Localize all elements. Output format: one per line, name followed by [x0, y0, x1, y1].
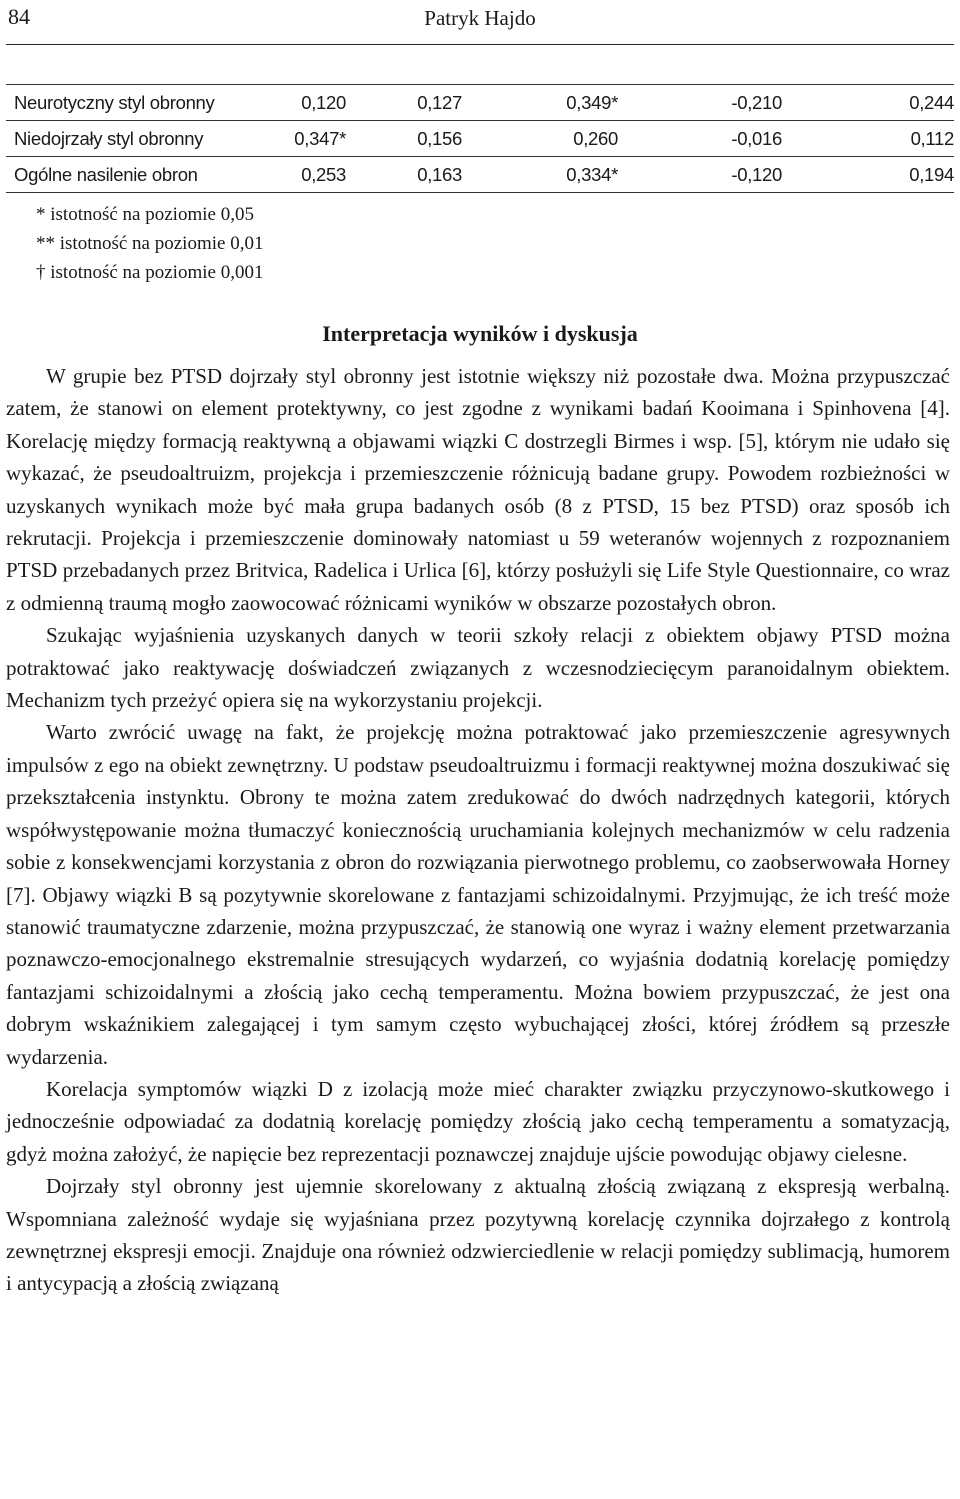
table-cell: 0,244 — [782, 85, 954, 121]
row-label: Niedojrzały styl obronny — [6, 121, 264, 157]
table-row — [6, 85, 954, 121]
table-row — [6, 121, 954, 157]
significance-notes — [36, 200, 263, 287]
paragraph: Korelacja symptomów wiązki D z izolacją może mieć charakter związku przyczynowo-skutkowego i jednocześnie odpowiadać za dodatnią korelację pomiędzy złością jako cechą temperamentu a somatyzacją, gdyż można założyć, że napięcie bez reprezentacji poznawczej znajduje ujście powodując objawy cielesne. — [6, 1076, 950, 1166]
body-text — [6, 360, 950, 1300]
table-cell: 0,253 — [264, 157, 346, 193]
row-label: Neurotyczny styl obronny — [6, 85, 264, 121]
table-cell: -0,120 — [618, 157, 782, 193]
correlation-table — [6, 84, 954, 193]
paragraph: W grupie bez PTSD dojrzały styl obronny jest istotnie większy niż pozostałe dwa. Można przypuszczać zatem, że stanowi on element protektywny, co jest zgodne z wynikami badań Kooimana i Spinhovena [4]. Korelację między formacją reaktywną a objawami wiązki C dostrzegli Birmes i wsp. [5], którym nie udało się wykazać, że pseudoaltruizm, projekcja i przemieszczenie różnicują badane grupy. Powodem rozbieżności w uzyskanych wynikach może być mała grupa badanych osób (8 z PTSD, 15 bez PTSD) oraz sposób ich rekrutacji. Projekcja i przemieszczenie dominowały natomiast u 59 weteranów wojennych z rozpoznaniem PTSD przebadanych przez Britvica, Radelica i Urlica [6], którzy posłużyli się Life Style Questionnaire, co wraz z odmienną traumą mogło zaowocować różnicami wyników w obszarze pozostałych obron. — [6, 364, 950, 615]
page-header — [6, 0, 954, 45]
table-cell: 0,260 — [462, 121, 618, 157]
table-cell: 0,349* — [462, 85, 618, 121]
table-cell: -0,210 — [618, 85, 782, 121]
row-label: Ogólne nasilenie obron — [6, 157, 264, 193]
table-cell: 0,334* — [462, 157, 618, 193]
table-cell: 0,347* — [264, 121, 346, 157]
section-heading: Interpretacja wyników i dyskusja — [322, 321, 638, 346]
significance-note: * istotność na poziomie 0,05 — [36, 204, 254, 225]
paragraph: Szukając wyjaśnienia uzyskanych danych w teorii szkoły relacji z obiektem objawy PTSD można potraktować jako reaktywację doświadczeń związanych z wczesnodziecięcym paranoidalnym obiektem. Mechanizm tych przeżyć opiera się na wykorzystaniu projekcji. — [6, 623, 950, 713]
table-cell: 0,127 — [346, 85, 462, 121]
running-head-author: Patryk Hajdo — [424, 6, 536, 30]
table-row — [6, 157, 954, 193]
table-cell: 0,163 — [346, 157, 462, 193]
significance-note: † istotność na poziomie 0,001 — [36, 262, 264, 283]
table-cell: 0,120 — [264, 85, 346, 121]
table-cell: 0,112 — [782, 121, 954, 157]
table-cell: 0,194 — [782, 157, 954, 193]
table-cell: 0,156 — [346, 121, 462, 157]
page-number: 84 — [8, 4, 30, 29]
paragraph: Warto zwrócić uwagę na fakt, że projekcję można potraktować jako przemieszczenie agresywnych impulsów z ego na obiekt zewnętrzny. U podstaw pseudoaltruizmu i formacji reaktywnej można doszukiwać się przekształcenia instynktu. Obrony te można zatem zredukować do dwóch nadrzędnych kategorii, których współwystępowanie można tłumaczyć koniecznością uruchamiania kolejnych mechanizmów w celu radzenia sobie z konsekwencjami korzystania z obron do rozwiązania pierwotnego problemu, co zaobserwowała Horney [7]. Objawy wiązki B są pozytywnie skorelowane z fantazjami schizoidalnymi. Przyjmując, że ich treść może stanowić traumatyczne zdarzenie, można przypuszczać, że stanowią one wyraz i ważny element przetwarzania poznawczo-emocjonalnego ekstremalnie stresujących wydarzeń, co wyjaśnia dodatnią korelację pomiędzy fantazjami schizoidalnymi a złością jako cechą temperamentu. Można bowiem przypuszczać, że jest ona dobrym wskaźnikiem zalegającej i tym samym często wybuchającej złości, której źródłem są przeszłe wydarzenia. — [6, 720, 950, 1069]
significance-note: ** istotność na poziomie 0,01 — [36, 233, 264, 254]
table-cell: -0,016 — [618, 121, 782, 157]
paragraph: Dojrzały styl obronny jest ujemnie skorelowany z aktualną złością związaną z ekspresją werbalną. Wspomniana zależność wydaje się wyjaśniana przez pozytywną korelację czynnika dojrzałego z kontrolą zewnętrznej ekspresji emocji. Znajduje ona również odzwierciedlenie w relacji pomiędzy sublimacją, humorem i antycypacją a złością związaną — [6, 1174, 950, 1296]
